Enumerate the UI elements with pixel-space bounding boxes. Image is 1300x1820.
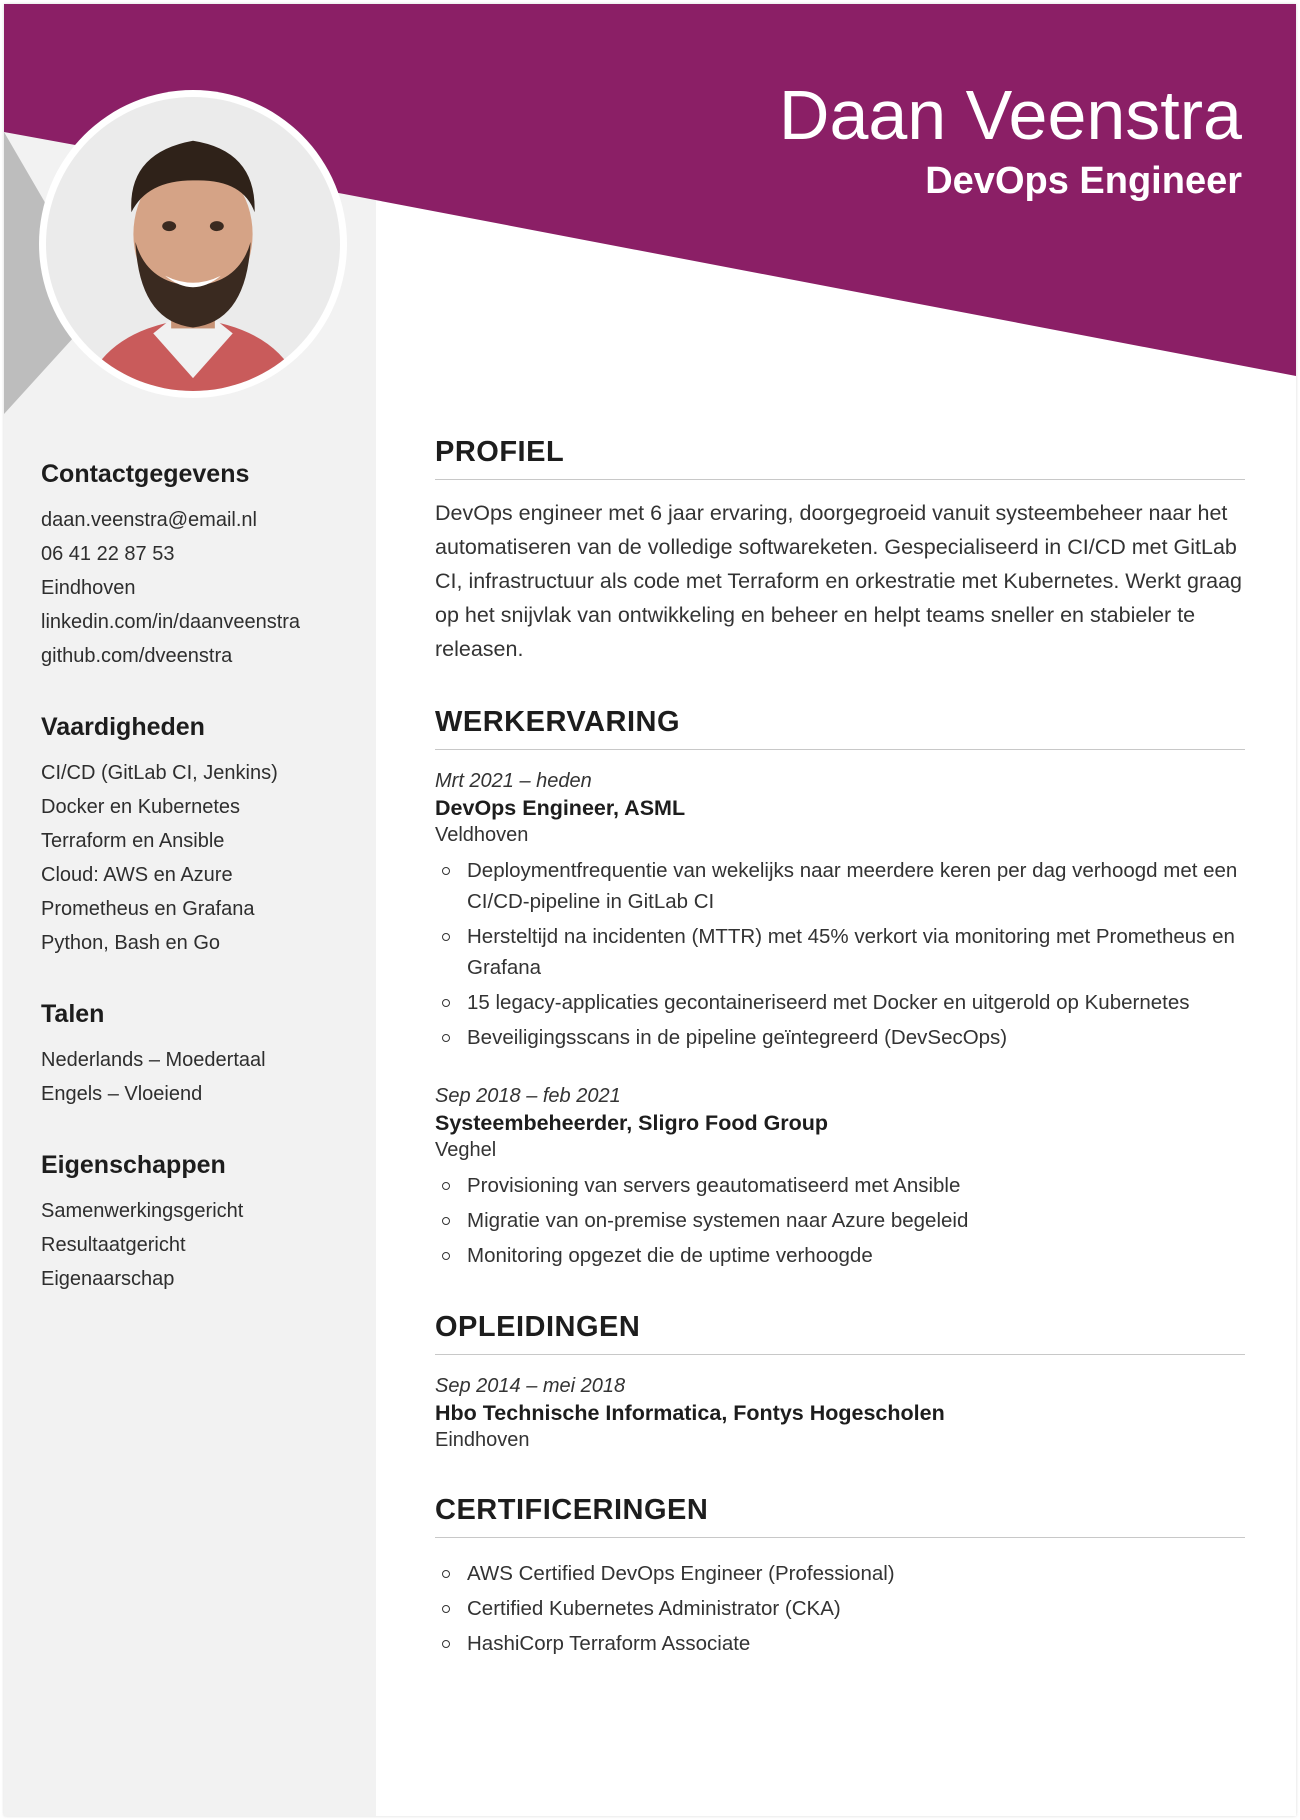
bullet-item: Monitoring opgezet die de uptime verhoogde: [435, 1240, 1245, 1271]
certifications-section: [435, 1494, 1245, 1659]
certification-item: Certified Kubernetes Administrator (CKA): [435, 1593, 1245, 1624]
contact-linkedin: linkedin.com/in/daanveenstra: [41, 611, 301, 633]
education-section: [435, 1311, 1245, 1454]
skills-section: [41, 713, 361, 960]
resume-page: [4, 4, 1296, 1816]
experience-entry: [435, 1083, 1245, 1271]
profile-section: [435, 436, 1245, 666]
profile-photo: [39, 90, 347, 398]
entry-place: Eindhoven: [435, 1429, 530, 1451]
job-title: DevOps Engineer: [925, 160, 1242, 202]
bullet-item: Hersteltijd na incidenten (MTTR) met 45% verkort via monitoring met Prometheus en Grafana: [435, 921, 1245, 983]
trait-item: Resultaatgericht: [41, 1234, 186, 1256]
entry-title: Systeembeheerder, Sligro Food Group: [435, 1111, 829, 1135]
contact-city: Eindhoven: [41, 577, 136, 599]
profile-text: DevOps engineer met 6 jaar ervaring, doorgegroeid vanuit systeembeheer naar het automatiseren van de volledige softwareketen. Gespecialiseerd in CI/CD met GitLab CI, infrastructuur als code met Terraform en orkestratie met Kubernetes. Werkt graag op het snijvlak van ontwikkeling en beheer en helpt teams sneller en stabieler te releasen.: [435, 501, 1242, 661]
main-content: [435, 436, 1245, 1699]
contact-title: Contactgegevens: [41, 460, 250, 488]
skill-item: Cloud: AWS en Azure: [41, 864, 233, 886]
contact-github: github.com/dveenstra: [41, 645, 233, 667]
languages-section: [41, 1000, 361, 1111]
certification-item: HashiCorp Terraform Associate: [435, 1628, 1245, 1659]
language-item: Nederlands – Moedertaal: [41, 1049, 266, 1071]
entry-place: Veldhoven: [435, 824, 529, 846]
languages-title: Talen: [41, 1000, 105, 1028]
skill-item: Docker en Kubernetes: [41, 796, 241, 818]
skill-item: Terraform en Ansible: [41, 830, 225, 852]
profile-title: PROFIEL: [435, 436, 1245, 480]
contact-phone: 06 41 22 87 53: [41, 543, 175, 565]
bullet-item: 15 legacy-applicaties gecontaineriseerd met Docker en uitgerold op Kubernetes: [435, 987, 1245, 1018]
bullet-item: Deploymentfrequentie van wekelijks naar meerdere keren per dag verhoogd met een CI/CD-pipeline in GitLab CI: [435, 855, 1245, 917]
experience-title: WERKERVARING: [435, 706, 1245, 750]
skill-item: Python, Bash en Go: [41, 932, 221, 954]
entry-title: Hbo Technische Informatica, Fontys Hogescholen: [435, 1401, 945, 1425]
entry-date: Sep 2014 – mei 2018: [435, 1375, 626, 1397]
language-item: Engels – Vloeiend: [41, 1083, 203, 1105]
bullet-item: Migratie van on-premise systemen naar Azure begeleid: [435, 1205, 1245, 1236]
certifications-title: CERTIFICERINGEN: [435, 1494, 1245, 1538]
education-entry: [435, 1373, 1245, 1454]
traits-title: Eigenschappen: [41, 1151, 226, 1179]
entry-date: Mrt 2021 – heden: [435, 770, 592, 792]
skill-item: CI/CD (GitLab CI, Jenkins): [41, 762, 278, 784]
bullet-item: Beveiligingsscans in de pipeline geïntegreerd (DevSecOps): [435, 1022, 1245, 1053]
entry-date: Sep 2018 – feb 2021: [435, 1085, 621, 1107]
experience-entry: [435, 768, 1245, 1053]
entry-place: Veghel: [435, 1139, 497, 1161]
skill-item: Prometheus en Grafana: [41, 898, 255, 920]
traits-section: [41, 1151, 361, 1296]
education-title: OPLEIDINGEN: [435, 1311, 1245, 1355]
certification-item: AWS Certified DevOps Engineer (Professional): [435, 1558, 1245, 1589]
trait-item: Eigenaarschap: [41, 1268, 175, 1290]
experience-section: [435, 706, 1245, 1271]
candidate-name: Daan Veenstra: [778, 76, 1242, 154]
sidebar-content: [41, 460, 361, 1336]
entry-title: DevOps Engineer, ASML: [435, 796, 686, 820]
contact-section: [41, 460, 361, 673]
skills-title: Vaardigheden: [41, 713, 205, 741]
contact-email: daan.veenstra@email.nl: [41, 509, 257, 531]
bullet-item: Provisioning van servers geautomatiseerd met Ansible: [435, 1170, 1245, 1201]
trait-item: Samenwerkingsgericht: [41, 1200, 244, 1222]
